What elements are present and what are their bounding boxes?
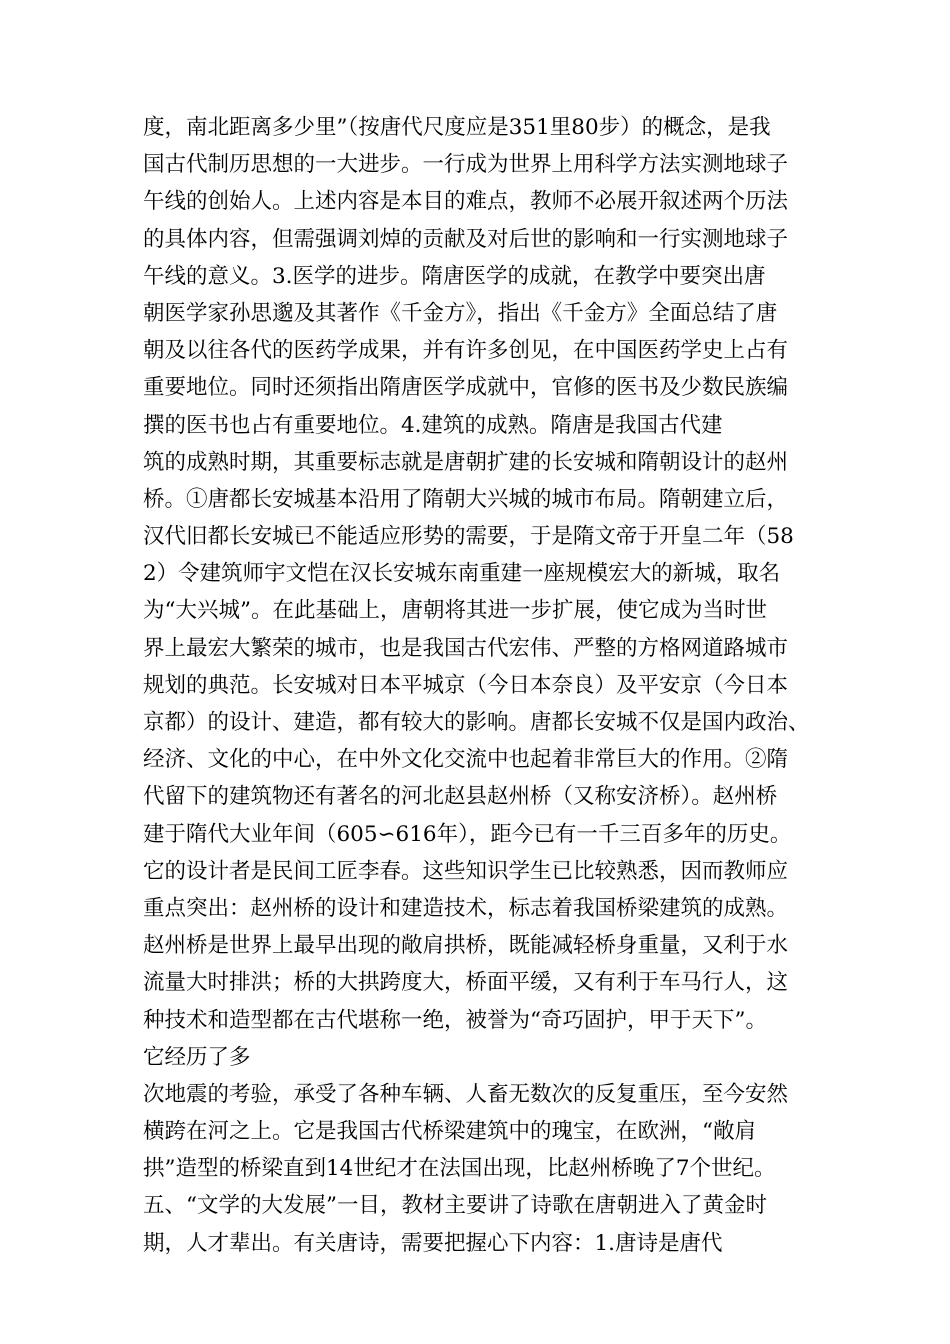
text-line: 筑的成熟时期，其重要标志就是唐朝扩建的长安城和隋朝设计的赵州 (143, 449, 789, 475)
text-line: 期，人才辈出。有关唐诗，需要把握心下内容：1.唐诗是唐代 (143, 1230, 723, 1256)
text-line: 横跨在河之上。它是我国古代桥梁建筑中的瑰宝，在欧洲，“敞肩 (143, 1119, 756, 1145)
text-line: 建于隋代大业年间（605∽616年），距今已有一千三百多年的历史。 (143, 821, 792, 847)
text-line: 代留下的建筑物还有著名的河北赵县赵州桥（又称安济桥）。赵州桥 (143, 784, 778, 810)
text-line: 京都）的设计、建造，都有较大的影响。唐都长安城不仅是国内政治、 (143, 710, 810, 735)
text-line: 2）令建筑师宇文恺在汉长安城东南重建一座规模宏大的新城，取名 (143, 561, 781, 587)
text-line: 赵州桥是世界上最早出现的敞肩拱桥，既能减轻桥身重量，又利于水 (143, 933, 789, 959)
text-line: 的具体内容，但需强调刘焯的贡献及对后世的影响和一行实测地球子 (143, 226, 789, 252)
text-line: 规划的典范。长安城对日本平城京（今日本奈良）及平安京（今日本 (143, 672, 789, 698)
text-line: 它经历了多 (143, 1044, 251, 1070)
text-line: 午线的创始人。上述内容是本目的难点，教师不必展开叙述两个历法 (143, 189, 789, 215)
text-line: 次地震的考验，承受了各种车辆、人畜无数次的反复重压，至今安然 (143, 1081, 789, 1107)
text-line: 朝及以往各代的医药学成果，并有许多创见，在中国医药学史上占有 (143, 338, 789, 364)
text-line: 午线的意义。3.医学的进步。隋唐医学的成就，在教学中要突出唐 (143, 263, 766, 289)
text-line: 朝医学家孙思邈及其著作《千金方》，指出《千金方》全面总结了唐 (143, 300, 778, 326)
text-line: 五、“文学的大发展”一目，教材主要讲了诗歌在唐朝进入了黄金时 (143, 1193, 767, 1219)
text-line: 桥。①唐都长安城基本沿用了隋朝大兴城的城市布局。隋朝建立后， (143, 486, 789, 512)
text-line: 度，南北距离多少里”（按唐代尺度应是351里80步）的概念，是我 (143, 115, 771, 140)
text-line: 重点突出：赵州桥的设计和建造技术，标志着我国桥梁建筑的成熟。 (143, 895, 789, 921)
text-line: 经济、文化的中心，在中外文化交流中也起着非常巨大的作用。②隋 (143, 747, 789, 773)
body-text (143, 109, 843, 1262)
text-line: 汉代旧都长安城已不能适应形势的需要，于是隋文帝于开皇二年（58 (143, 524, 794, 550)
text-line: 撰的医书也占有重要地位。4.建筑的成熟。隋唐是我国古代建 (143, 412, 723, 438)
text-line: 流量大时排洪；桥的大拱跨度大，桥面平缓，又有利于车马行人，这 (143, 970, 789, 996)
text-line: 种技术和造型都在古代堪称一绝，被誉为“奇巧固护，甲于天下”。 (143, 1007, 767, 1033)
text-line: 拱”造型的桥梁直到14世纪才在法国出现，比赵州桥晚了7个世纪。 (143, 1156, 776, 1182)
text-line: 界上最宏大繁荣的城市，也是我国古代宏伟、严整的方格网道路城市 (143, 635, 789, 661)
text-line: 重要地位。同时还须指出隋唐医学成就中，官修的医书及少数民族编 (143, 375, 789, 401)
text-line: 为“大兴城”。在此基础上，唐朝将其进一步扩展，使它成为当时世 (143, 598, 767, 624)
text-line: 它的设计者是民间工匠李春。这些知识学生已比较熟悉，因而教师应 (143, 858, 789, 884)
text-line: 国古代制历思想的一大进步。一行成为世界上用科学方法实测地球子 (143, 152, 789, 178)
